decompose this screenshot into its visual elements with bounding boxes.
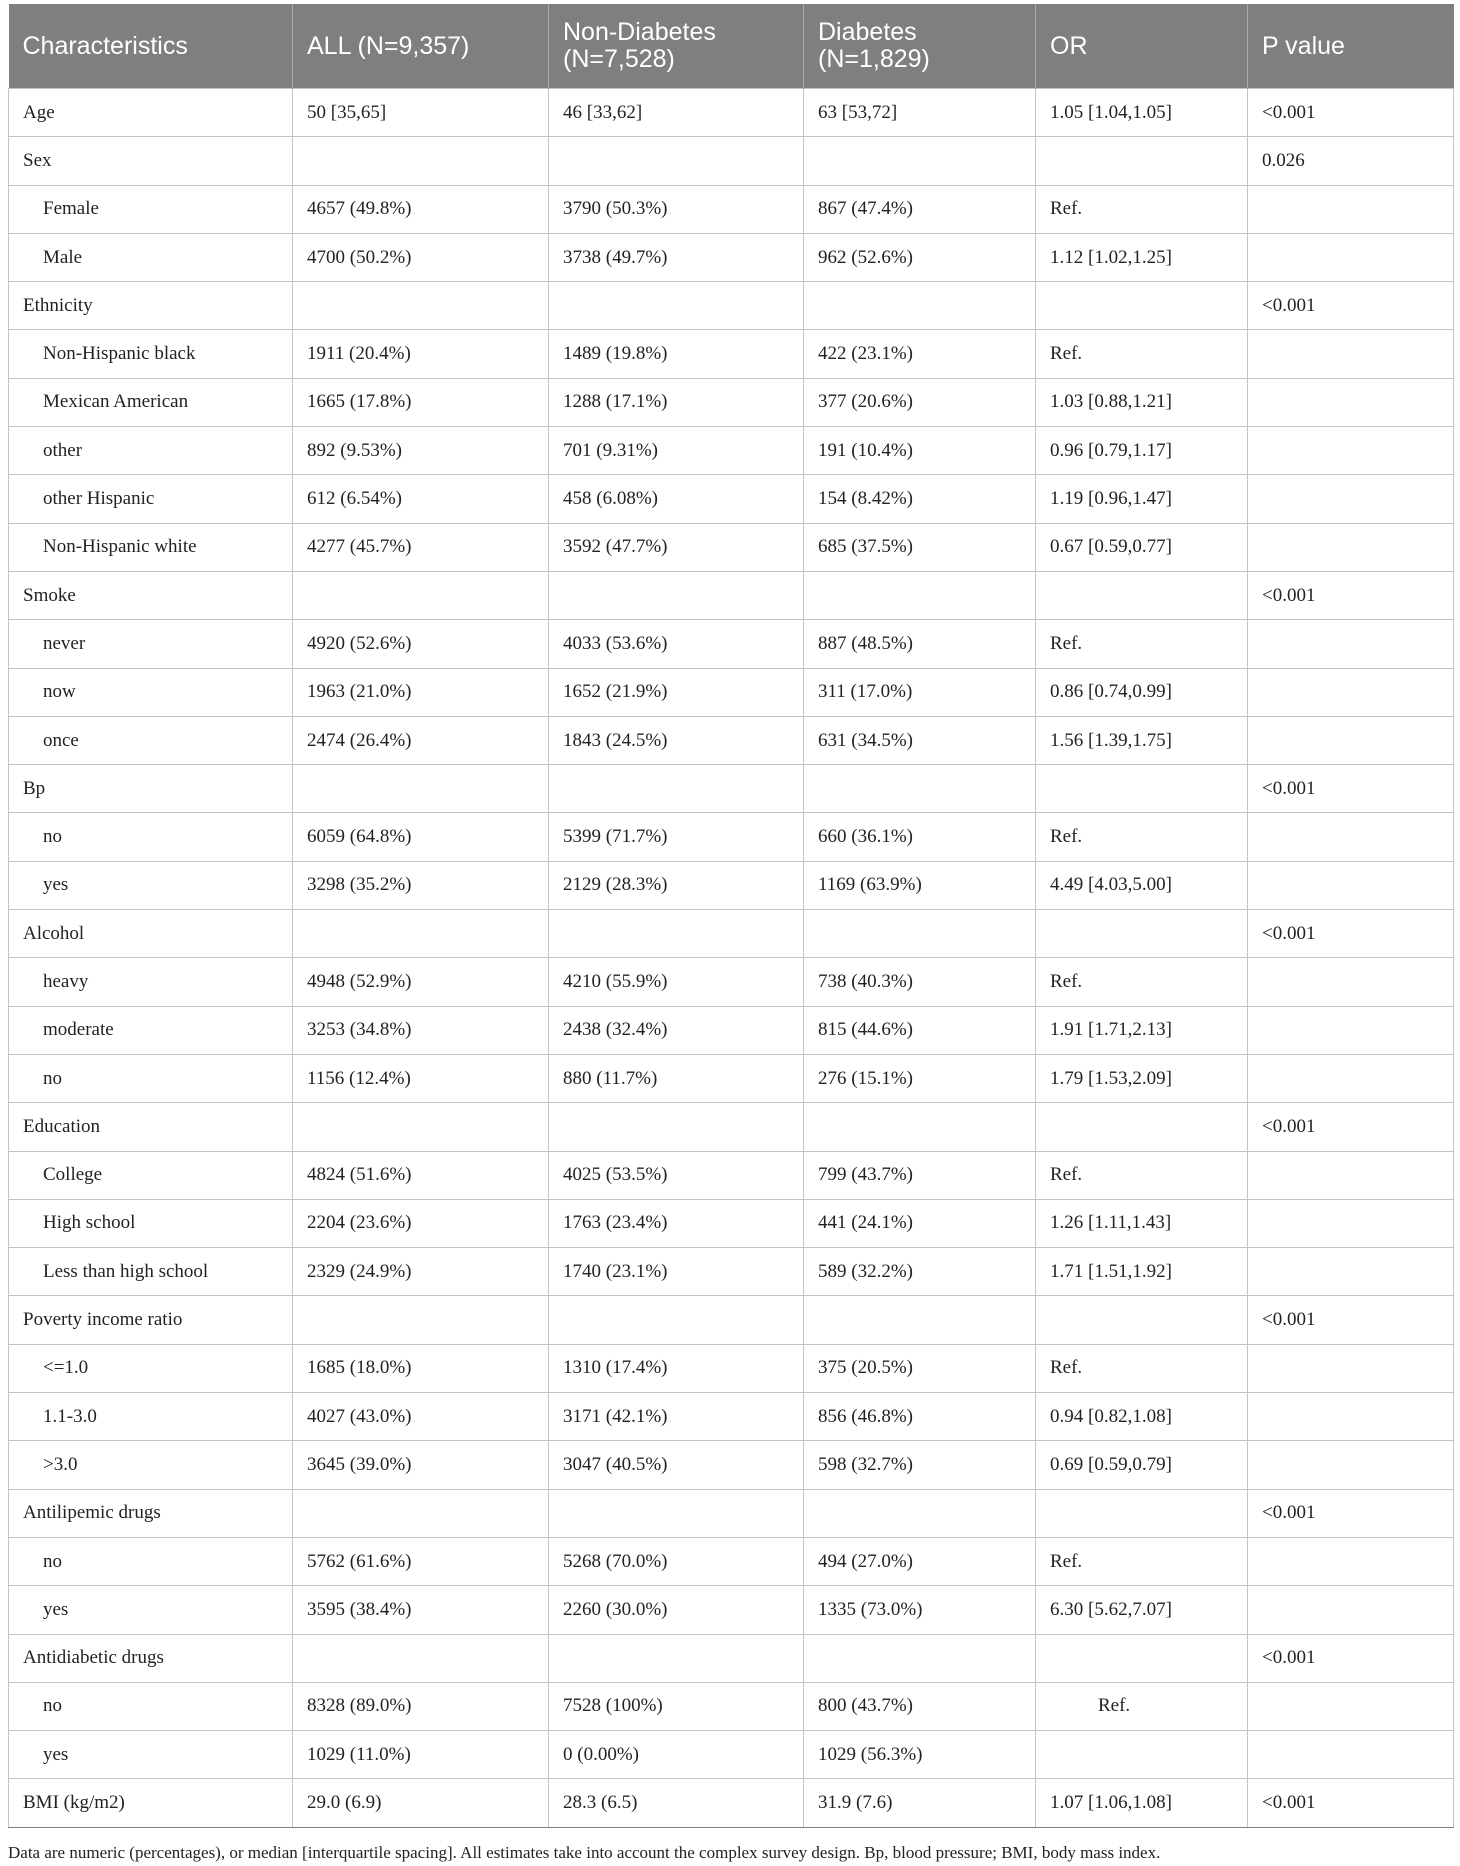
non-diabetes-cell xyxy=(549,910,804,958)
table-row xyxy=(9,1441,1454,1489)
non-diabetes-cell: 1310 (17.4%) xyxy=(549,1344,804,1392)
non-diabetes-cell: 4025 (53.5%) xyxy=(549,1151,804,1199)
characteristic-cell: High school xyxy=(9,1199,293,1247)
table-row xyxy=(9,475,1454,523)
diabetes-cell: 63 [53,72] xyxy=(804,89,1036,137)
characteristic-cell: <=1.0 xyxy=(9,1344,293,1392)
p-value-cell: <0.001 xyxy=(1248,282,1454,330)
non-diabetes-cell xyxy=(549,1489,804,1537)
diabetes-cell: 799 (43.7%) xyxy=(804,1151,1036,1199)
characteristic-cell: Non-Hispanic black xyxy=(9,330,293,378)
or-cell: 1.79 [1.53,2.09] xyxy=(1036,1054,1248,1102)
or-cell: 0.69 [0.59,0.79] xyxy=(1036,1441,1248,1489)
or-cell: 0.94 [0.82,1.08] xyxy=(1036,1393,1248,1441)
p-value-cell xyxy=(1248,475,1454,523)
non-diabetes-cell: 1489 (19.8%) xyxy=(549,330,804,378)
table-row xyxy=(9,378,1454,426)
all-cell: 1665 (17.8%) xyxy=(293,378,549,426)
diabetes-cell: 738 (40.3%) xyxy=(804,958,1036,1006)
characteristic-cell: Education xyxy=(9,1103,293,1151)
diabetes-cell: 441 (24.1%) xyxy=(804,1199,1036,1247)
characteristic-cell: yes xyxy=(9,1586,293,1634)
or-cell xyxy=(1036,1731,1248,1779)
or-cell: Ref. xyxy=(1036,1344,1248,1392)
all-cell: 3595 (38.4%) xyxy=(293,1586,549,1634)
characteristic-cell: Alcohol xyxy=(9,910,293,958)
or-cell xyxy=(1036,137,1248,185)
diabetes-cell: 494 (27.0%) xyxy=(804,1537,1036,1585)
p-value-cell: 0.026 xyxy=(1248,137,1454,185)
all-cell: 50 [35,65] xyxy=(293,89,549,137)
or-cell xyxy=(1036,910,1248,958)
non-diabetes-cell: 2438 (32.4%) xyxy=(549,1006,804,1054)
characteristic-cell: Poverty income ratio xyxy=(9,1296,293,1344)
p-value-cell: <0.001 xyxy=(1248,1103,1454,1151)
all-cell: 4920 (52.6%) xyxy=(293,620,549,668)
or-cell: 1.05 [1.04,1.05] xyxy=(1036,89,1248,137)
all-cell xyxy=(293,1634,549,1682)
diabetes-cell: 311 (17.0%) xyxy=(804,668,1036,716)
table-row xyxy=(9,89,1454,137)
table-row xyxy=(9,1393,1454,1441)
p-value-cell xyxy=(1248,1586,1454,1634)
characteristic-cell: Non-Hispanic white xyxy=(9,523,293,571)
p-value-cell: <0.001 xyxy=(1248,910,1454,958)
table-row xyxy=(9,1054,1454,1102)
diabetes-cell: 191 (10.4%) xyxy=(804,427,1036,475)
table-row xyxy=(9,958,1454,1006)
or-cell: 1.19 [0.96,1.47] xyxy=(1036,475,1248,523)
p-value-cell xyxy=(1248,378,1454,426)
non-diabetes-cell xyxy=(549,765,804,813)
characteristic-cell: Sex xyxy=(9,137,293,185)
all-cell xyxy=(293,1296,549,1344)
table-row xyxy=(9,1151,1454,1199)
all-cell xyxy=(293,1103,549,1151)
characteristic-cell: >3.0 xyxy=(9,1441,293,1489)
non-diabetes-cell: 1763 (23.4%) xyxy=(549,1199,804,1247)
table-row xyxy=(9,1634,1454,1682)
or-cell xyxy=(1036,1634,1248,1682)
characteristic-cell: heavy xyxy=(9,958,293,1006)
p-value-cell xyxy=(1248,523,1454,571)
or-cell: 1.26 [1.11,1.43] xyxy=(1036,1199,1248,1247)
non-diabetes-cell: 0 (0.00%) xyxy=(549,1731,804,1779)
or-cell: 0.86 [0.74,0.99] xyxy=(1036,668,1248,716)
non-diabetes-cell: 3790 (50.3%) xyxy=(549,185,804,233)
table-row xyxy=(9,1296,1454,1344)
all-cell: 4657 (49.8%) xyxy=(293,185,549,233)
table-row xyxy=(9,1731,1454,1779)
characteristic-cell: Female xyxy=(9,185,293,233)
p-value-cell: <0.001 xyxy=(1248,765,1454,813)
diabetes-cell xyxy=(804,910,1036,958)
characteristic-cell: BMI (kg/m2) xyxy=(9,1779,293,1827)
header-all: ALL (N=9,357) xyxy=(293,4,549,89)
or-cell: 0.67 [0.59,0.77] xyxy=(1036,523,1248,571)
diabetes-cell: 1335 (73.0%) xyxy=(804,1586,1036,1634)
all-cell: 1029 (11.0%) xyxy=(293,1731,549,1779)
header-row xyxy=(9,4,1454,89)
table-row xyxy=(9,716,1454,764)
or-cell: 1.56 [1.39,1.75] xyxy=(1036,716,1248,764)
header-characteristics: Characteristics xyxy=(9,4,293,89)
table-row xyxy=(9,861,1454,909)
p-value-cell xyxy=(1248,1393,1454,1441)
non-diabetes-cell: 458 (6.08%) xyxy=(549,475,804,523)
table-row xyxy=(9,1586,1454,1634)
p-value-cell xyxy=(1248,1199,1454,1247)
diabetes-cell xyxy=(804,137,1036,185)
or-cell xyxy=(1036,282,1248,330)
or-cell: Ref. xyxy=(1036,1151,1248,1199)
or-cell: Ref. xyxy=(1036,620,1248,668)
table-row xyxy=(9,185,1454,233)
characteristic-cell: College xyxy=(9,1151,293,1199)
or-cell: Ref. xyxy=(1036,1682,1248,1730)
characteristic-cell: no xyxy=(9,813,293,861)
p-value-cell xyxy=(1248,1537,1454,1585)
all-cell: 2204 (23.6%) xyxy=(293,1199,549,1247)
p-value-cell xyxy=(1248,185,1454,233)
p-value-cell: <0.001 xyxy=(1248,571,1454,619)
diabetes-cell xyxy=(804,1634,1036,1682)
non-diabetes-cell xyxy=(549,1103,804,1151)
p-value-cell xyxy=(1248,668,1454,716)
table-footnote: Data are numeric (percentages), or median [interquartile spacing]. All estimates take into account the complex survey design. Bp, blood pressure; BMI, body mass index. xyxy=(8,1843,1161,1862)
diabetes-cell: 276 (15.1%) xyxy=(804,1054,1036,1102)
p-value-cell xyxy=(1248,1441,1454,1489)
characteristic-cell: other xyxy=(9,427,293,475)
table-row xyxy=(9,233,1454,281)
all-cell xyxy=(293,282,549,330)
all-cell: 2474 (26.4%) xyxy=(293,716,549,764)
p-value-cell: <0.001 xyxy=(1248,1296,1454,1344)
characteristic-cell: no xyxy=(9,1682,293,1730)
characteristic-cell: Male xyxy=(9,233,293,281)
p-value-cell xyxy=(1248,813,1454,861)
table-row xyxy=(9,523,1454,571)
p-value-cell xyxy=(1248,1054,1454,1102)
or-cell: 6.30 [5.62,7.07] xyxy=(1036,1586,1248,1634)
characteristic-cell: Smoke xyxy=(9,571,293,619)
all-cell: 8328 (89.0%) xyxy=(293,1682,549,1730)
all-cell: 6059 (64.8%) xyxy=(293,813,549,861)
all-cell: 1156 (12.4%) xyxy=(293,1054,549,1102)
or-cell: 0.96 [0.79,1.17] xyxy=(1036,427,1248,475)
non-diabetes-cell: 28.3 (6.5) xyxy=(549,1779,804,1827)
or-cell xyxy=(1036,571,1248,619)
table-row xyxy=(9,1103,1454,1151)
characteristic-cell: once xyxy=(9,716,293,764)
non-diabetes-cell: 4033 (53.6%) xyxy=(549,620,804,668)
all-cell xyxy=(293,910,549,958)
p-value-cell xyxy=(1248,233,1454,281)
non-diabetes-cell: 701 (9.31%) xyxy=(549,427,804,475)
non-diabetes-cell: 1652 (21.9%) xyxy=(549,668,804,716)
header-diabetes: Diabetes (N=1,829) xyxy=(804,4,1036,89)
all-cell xyxy=(293,571,549,619)
characteristic-cell: no xyxy=(9,1537,293,1585)
p-value-cell xyxy=(1248,861,1454,909)
p-value-cell xyxy=(1248,620,1454,668)
all-cell: 1963 (21.0%) xyxy=(293,668,549,716)
table-row xyxy=(9,765,1454,813)
header-p-value: P value xyxy=(1248,4,1454,89)
characteristic-cell: never xyxy=(9,620,293,668)
non-diabetes-cell: 3047 (40.5%) xyxy=(549,1441,804,1489)
table-row xyxy=(9,1344,1454,1392)
or-cell: 1.12 [1.02,1.25] xyxy=(1036,233,1248,281)
diabetes-cell: 631 (34.5%) xyxy=(804,716,1036,764)
characteristic-cell: 1.1-3.0 xyxy=(9,1393,293,1441)
table-container xyxy=(8,4,1453,1828)
diabetes-cell: 375 (20.5%) xyxy=(804,1344,1036,1392)
non-diabetes-cell: 3171 (42.1%) xyxy=(549,1393,804,1441)
non-diabetes-cell: 5268 (70.0%) xyxy=(549,1537,804,1585)
diabetes-cell: 598 (32.7%) xyxy=(804,1441,1036,1489)
p-value-cell: <0.001 xyxy=(1248,1489,1454,1537)
all-cell: 29.0 (6.9) xyxy=(293,1779,549,1827)
p-value-cell: <0.001 xyxy=(1248,1779,1454,1827)
all-cell xyxy=(293,1489,549,1537)
non-diabetes-cell: 1288 (17.1%) xyxy=(549,378,804,426)
table-row xyxy=(9,330,1454,378)
p-value-cell xyxy=(1248,330,1454,378)
or-cell: Ref. xyxy=(1036,813,1248,861)
diabetes-cell: 422 (23.1%) xyxy=(804,330,1036,378)
header-non-diabetes: Non-Diabetes (N=7,528) xyxy=(549,4,804,89)
table-row xyxy=(9,1199,1454,1247)
all-cell: 4948 (52.9%) xyxy=(293,958,549,1006)
p-value-cell xyxy=(1248,716,1454,764)
table-row xyxy=(9,1537,1454,1585)
table-row xyxy=(9,1779,1454,1827)
table-row xyxy=(9,1489,1454,1537)
or-cell: 1.71 [1.51,1.92] xyxy=(1036,1248,1248,1296)
diabetes-cell: 589 (32.2%) xyxy=(804,1248,1036,1296)
diabetes-cell xyxy=(804,1296,1036,1344)
diabetes-cell: 962 (52.6%) xyxy=(804,233,1036,281)
diabetes-cell: 856 (46.8%) xyxy=(804,1393,1036,1441)
non-diabetes-cell: 3738 (49.7%) xyxy=(549,233,804,281)
non-diabetes-cell: 1843 (24.5%) xyxy=(549,716,804,764)
table-row xyxy=(9,571,1454,619)
non-diabetes-cell: 7528 (100%) xyxy=(549,1682,804,1730)
all-cell: 4027 (43.0%) xyxy=(293,1393,549,1441)
p-value-cell xyxy=(1248,1682,1454,1730)
diabetes-cell xyxy=(804,282,1036,330)
p-value-cell: <0.001 xyxy=(1248,89,1454,137)
or-cell: 1.07 [1.06,1.08] xyxy=(1036,1779,1248,1827)
table-row xyxy=(9,813,1454,861)
all-cell: 5762 (61.6%) xyxy=(293,1537,549,1585)
all-cell xyxy=(293,765,549,813)
characteristics-table xyxy=(8,4,1454,1828)
diabetes-cell xyxy=(804,571,1036,619)
table-row xyxy=(9,1006,1454,1054)
non-diabetes-cell xyxy=(549,1634,804,1682)
table-row xyxy=(9,1682,1454,1730)
diabetes-cell: 887 (48.5%) xyxy=(804,620,1036,668)
non-diabetes-cell xyxy=(549,571,804,619)
p-value-cell xyxy=(1248,1731,1454,1779)
p-value-cell: <0.001 xyxy=(1248,1634,1454,1682)
non-diabetes-cell: 1740 (23.1%) xyxy=(549,1248,804,1296)
table-row xyxy=(9,137,1454,185)
all-cell: 3298 (35.2%) xyxy=(293,861,549,909)
characteristic-cell: Ethnicity xyxy=(9,282,293,330)
characteristic-cell: now xyxy=(9,668,293,716)
diabetes-cell: 815 (44.6%) xyxy=(804,1006,1036,1054)
characteristic-cell: yes xyxy=(9,861,293,909)
p-value-cell xyxy=(1248,427,1454,475)
or-cell: 1.91 [1.71,2.13] xyxy=(1036,1006,1248,1054)
non-diabetes-cell xyxy=(549,282,804,330)
p-value-cell xyxy=(1248,1344,1454,1392)
table-row xyxy=(9,668,1454,716)
all-cell xyxy=(293,137,549,185)
all-cell: 4700 (50.2%) xyxy=(293,233,549,281)
all-cell: 4824 (51.6%) xyxy=(293,1151,549,1199)
all-cell: 3253 (34.8%) xyxy=(293,1006,549,1054)
characteristic-cell: moderate xyxy=(9,1006,293,1054)
diabetes-cell: 1169 (63.9%) xyxy=(804,861,1036,909)
table-row xyxy=(9,1248,1454,1296)
all-cell: 4277 (45.7%) xyxy=(293,523,549,571)
characteristic-cell: Antidiabetic drugs xyxy=(9,1634,293,1682)
or-cell: 1.03 [0.88,1.21] xyxy=(1036,378,1248,426)
table-row xyxy=(9,620,1454,668)
all-cell: 3645 (39.0%) xyxy=(293,1441,549,1489)
non-diabetes-cell: 2129 (28.3%) xyxy=(549,861,804,909)
or-cell xyxy=(1036,765,1248,813)
characteristic-cell: Less than high school xyxy=(9,1248,293,1296)
characteristic-cell: Antilipemic drugs xyxy=(9,1489,293,1537)
diabetes-cell: 377 (20.6%) xyxy=(804,378,1036,426)
diabetes-cell xyxy=(804,1103,1036,1151)
non-diabetes-cell: 2260 (30.0%) xyxy=(549,1586,804,1634)
all-cell: 612 (6.54%) xyxy=(293,475,549,523)
or-cell: 4.49 [4.03,5.00] xyxy=(1036,861,1248,909)
p-value-cell xyxy=(1248,1151,1454,1199)
characteristic-cell: Bp xyxy=(9,765,293,813)
diabetes-cell: 31.9 (7.6) xyxy=(804,1779,1036,1827)
non-diabetes-cell xyxy=(549,137,804,185)
p-value-cell xyxy=(1248,958,1454,1006)
or-cell: Ref. xyxy=(1036,185,1248,233)
characteristic-cell: yes xyxy=(9,1731,293,1779)
non-diabetes-cell xyxy=(549,1296,804,1344)
or-cell: Ref. xyxy=(1036,330,1248,378)
all-cell: 892 (9.53%) xyxy=(293,427,549,475)
characteristic-cell: other Hispanic xyxy=(9,475,293,523)
or-cell xyxy=(1036,1296,1248,1344)
characteristic-cell: no xyxy=(9,1054,293,1102)
header-or: OR xyxy=(1036,4,1248,89)
table-body xyxy=(9,89,1454,1828)
p-value-cell xyxy=(1248,1006,1454,1054)
characteristic-cell: Age xyxy=(9,89,293,137)
or-cell xyxy=(1036,1103,1248,1151)
diabetes-cell: 1029 (56.3%) xyxy=(804,1731,1036,1779)
table-row xyxy=(9,910,1454,958)
characteristic-cell: Mexican American xyxy=(9,378,293,426)
diabetes-cell: 685 (37.5%) xyxy=(804,523,1036,571)
p-value-cell xyxy=(1248,1248,1454,1296)
table-row xyxy=(9,282,1454,330)
diabetes-cell: 660 (36.1%) xyxy=(804,813,1036,861)
diabetes-cell: 800 (43.7%) xyxy=(804,1682,1036,1730)
diabetes-cell xyxy=(804,765,1036,813)
non-diabetes-cell: 46 [33,62] xyxy=(549,89,804,137)
diabetes-cell xyxy=(804,1489,1036,1537)
or-cell: Ref. xyxy=(1036,958,1248,1006)
table-header xyxy=(9,4,1454,89)
non-diabetes-cell: 5399 (71.7%) xyxy=(549,813,804,861)
non-diabetes-cell: 3592 (47.7%) xyxy=(549,523,804,571)
all-cell: 1911 (20.4%) xyxy=(293,330,549,378)
all-cell: 2329 (24.9%) xyxy=(293,1248,549,1296)
or-cell xyxy=(1036,1489,1248,1537)
non-diabetes-cell: 4210 (55.9%) xyxy=(549,958,804,1006)
all-cell: 1685 (18.0%) xyxy=(293,1344,549,1392)
non-diabetes-cell: 880 (11.7%) xyxy=(549,1054,804,1102)
diabetes-cell: 154 (8.42%) xyxy=(804,475,1036,523)
or-cell: Ref. xyxy=(1036,1537,1248,1585)
table-row xyxy=(9,427,1454,475)
diabetes-cell: 867 (47.4%) xyxy=(804,185,1036,233)
